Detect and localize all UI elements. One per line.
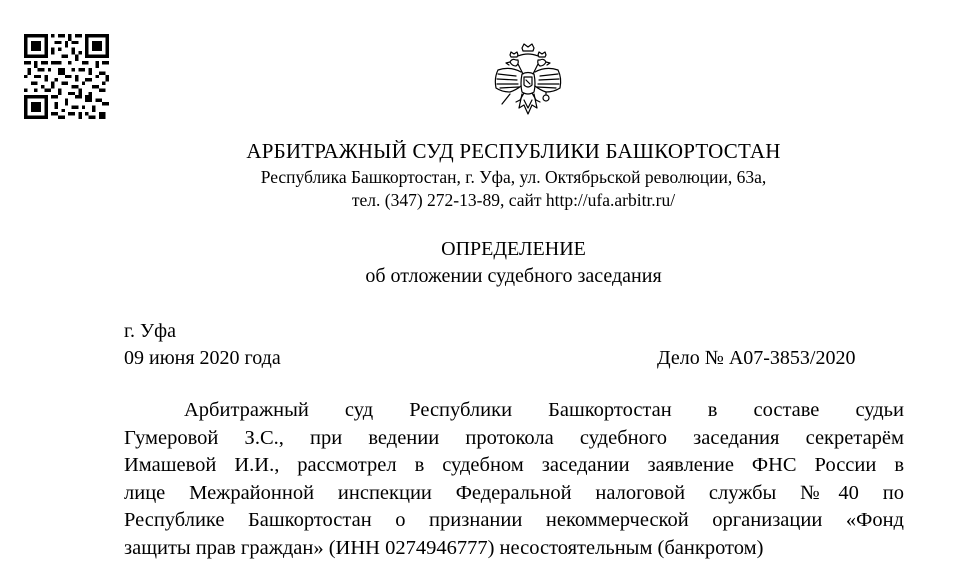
court-name: АРБИТРАЖНЫЙ СУД РЕСПУБЛИКИ БАШКОРТОСТАН xyxy=(246,139,781,163)
document-type: ОПРЕДЕЛЕНИЕ xyxy=(441,238,586,260)
body-line: Арбитражный суд Республики Башкортостан в составе судьи xyxy=(184,399,904,421)
coat-of-arms-icon xyxy=(488,42,568,124)
qr-code-icon xyxy=(24,34,109,119)
body-line: лице Межрайонной инспекции Федеральной налоговой службы №40 по xyxy=(124,481,904,504)
body-line: Республике Башкортостан о признании некоммерческой организации «Фонд xyxy=(124,509,904,531)
court-address: Республика Башкортостан, г. Уфа, ул. Октябрьской революции, 63а, xyxy=(260,167,767,187)
body-line: Гумеровой З.С., при ведении протокола судебного заседания секретарём xyxy=(124,426,904,449)
case-number: Дело № А07-3853/2020 xyxy=(657,347,856,369)
body-line: Имашевой И.И., рассмотрел в судебном заседании заявление ФНС России в xyxy=(124,454,904,476)
document-place: г. Уфа xyxy=(124,320,176,342)
document-subtitle: об отложении судебного заседания xyxy=(365,265,662,287)
document-body xyxy=(124,397,904,562)
court-contacts: тел. (347) 272-13-89, сайт http://ufa.arbitr.ru/ xyxy=(351,190,676,210)
document-date: 09 июня 2020 года xyxy=(124,347,281,369)
body-line: защиты прав граждан» (ИНН 0274946777) несостоятельным (банкротом) xyxy=(124,536,764,559)
